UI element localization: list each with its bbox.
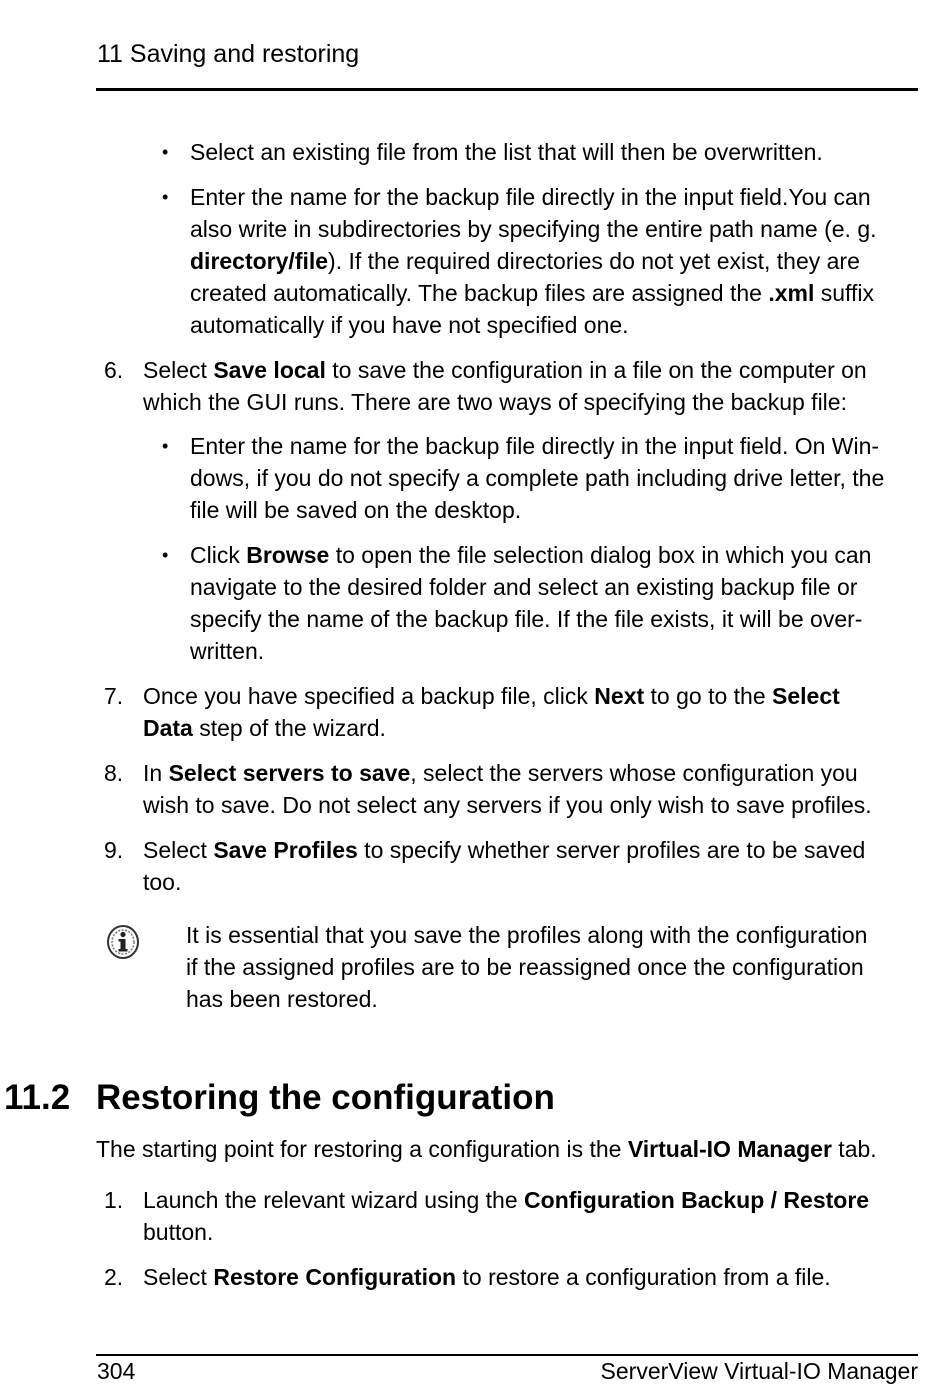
step-line-text: to specify whether server profiles are to be saved — [357, 837, 866, 863]
bullet-item — [190, 430, 884, 526]
step-line-text: Launch the relevant wizard using the — [143, 1187, 525, 1213]
step-line-text: Select — [143, 837, 214, 863]
step-line: which the GUI runs. There are two ways of specifying the backup file: — [143, 389, 847, 415]
footer-divider — [96, 1354, 918, 1356]
bullet-line: file will be saved on the desktop. — [190, 497, 522, 523]
xml-suffix: .xml — [768, 280, 815, 306]
step-line-text: Select — [143, 357, 214, 383]
bullet-marker: • — [162, 436, 169, 456]
save-profiles-term: Save Profiles — [213, 837, 358, 863]
bullet-line: written. — [190, 638, 265, 664]
step-line-text: In — [143, 760, 169, 786]
step-number: 9. — [104, 837, 124, 863]
bullet-marker: • — [162, 187, 169, 207]
step-line — [143, 757, 872, 789]
note-line: has been restored. — [186, 986, 378, 1012]
step-line: too. — [143, 869, 182, 895]
step-number: 6. — [104, 357, 124, 383]
step-line — [143, 354, 867, 386]
step-line: button. — [143, 1219, 214, 1245]
intro-text: tab. — [831, 1136, 877, 1162]
step-line-text: to save the configuration in a file on the computer on — [325, 357, 867, 383]
step-text — [143, 1261, 831, 1293]
tab-name: Virtual-IO Manager — [627, 1136, 832, 1162]
step-line-text: Once you have specified a backup file, click — [143, 683, 595, 709]
section-title: Restoring the configuration — [96, 1078, 555, 1117]
step-line-text: Select — [143, 1264, 214, 1290]
next-term: Next — [594, 683, 645, 709]
step-text — [143, 1184, 869, 1248]
bullet-item — [190, 539, 871, 667]
bullet-line-text: created automatically. The backup files are assigned the — [190, 280, 769, 306]
bullet-line: Enter the name for the backup file directly in the input field. On Win- — [190, 433, 880, 459]
bullet-line — [190, 277, 877, 309]
section-number: 11.2 — [4, 1078, 71, 1117]
note-text — [186, 919, 867, 1015]
step-number: 8. — [104, 760, 124, 786]
bullet-item — [190, 136, 823, 168]
save-local-term: Save local — [213, 357, 326, 383]
note-line: It is essential that you save the profiles along with the configuration — [186, 922, 868, 948]
step-line — [143, 1261, 831, 1293]
step-line-text: , select the servers whose configuration you — [410, 760, 858, 786]
header-divider — [96, 88, 918, 91]
step-number: 1. — [104, 1187, 124, 1213]
bullet-marker: • — [162, 545, 169, 565]
bullet-line — [190, 539, 871, 571]
product-name: ServerView Virtual-IO Manager — [600, 1358, 918, 1384]
bullet-line: automatically if you have not specified one. — [190, 312, 629, 338]
browse-term: Browse — [246, 542, 330, 568]
bullet-text: Select an existing file from the list that will then be overwritten. — [190, 139, 823, 165]
step-number: 2. — [104, 1264, 124, 1290]
note-line: if the assigned profiles are to be reassigned once the configuration — [186, 954, 864, 980]
bullet-line: also write in subdirectories by specifying the entire path name (e. g. — [190, 216, 877, 242]
step-text — [143, 680, 840, 744]
select-servers-term: Select servers to save — [168, 760, 411, 786]
step-line — [143, 712, 840, 744]
bullet-line-text: Click — [190, 542, 247, 568]
bullet-line — [190, 245, 877, 277]
bullet-line-text: suffix — [814, 280, 875, 306]
bullet-line: navigate to the desired folder and select an existing backup file or — [190, 574, 858, 600]
backup-restore-term: Configuration Backup / Restore — [524, 1187, 870, 1213]
bullet-item — [190, 181, 877, 341]
bullet-line: dows, if you do not specify a complete path including drive letter, the — [190, 465, 885, 491]
chapter-title: 11 Saving and restoring — [97, 40, 360, 68]
bullet-line: specify the name of the backup file. If the file exists, it will be over- — [190, 606, 863, 632]
step-line: wish to save. Do not select any servers if you only wish to save profiles. — [143, 792, 872, 818]
step-line-text: to restore a configuration from a file. — [456, 1264, 831, 1290]
step-line-text: to go to the — [644, 683, 773, 709]
step-number: 7. — [104, 683, 124, 709]
restore-configuration-term: Restore Configuration — [213, 1264, 457, 1290]
section-intro — [96, 1133, 877, 1165]
bullet-line-text: ). If the required directories do not yet exist, they are — [328, 248, 860, 274]
step-line — [143, 680, 840, 712]
bullet-line-text: to open the file selection dialog box in which you can — [329, 542, 872, 568]
page-number: 304 — [97, 1358, 136, 1384]
bullet-line: Enter the name for the backup file directly in the input field.You can — [190, 184, 871, 210]
step-line — [143, 834, 865, 866]
step-line-text: step of the wizard. — [192, 715, 386, 741]
info-icon — [106, 924, 140, 960]
step-line — [143, 1184, 869, 1216]
select-term: Select — [772, 683, 840, 709]
bullet-marker: • — [162, 142, 169, 162]
step-text — [143, 757, 872, 821]
step-text — [143, 834, 865, 898]
step-text — [143, 354, 867, 418]
path-example: directory/file — [190, 248, 329, 274]
intro-text: The starting point for restoring a configuration is the — [96, 1136, 628, 1162]
data-term: Data — [143, 715, 193, 741]
